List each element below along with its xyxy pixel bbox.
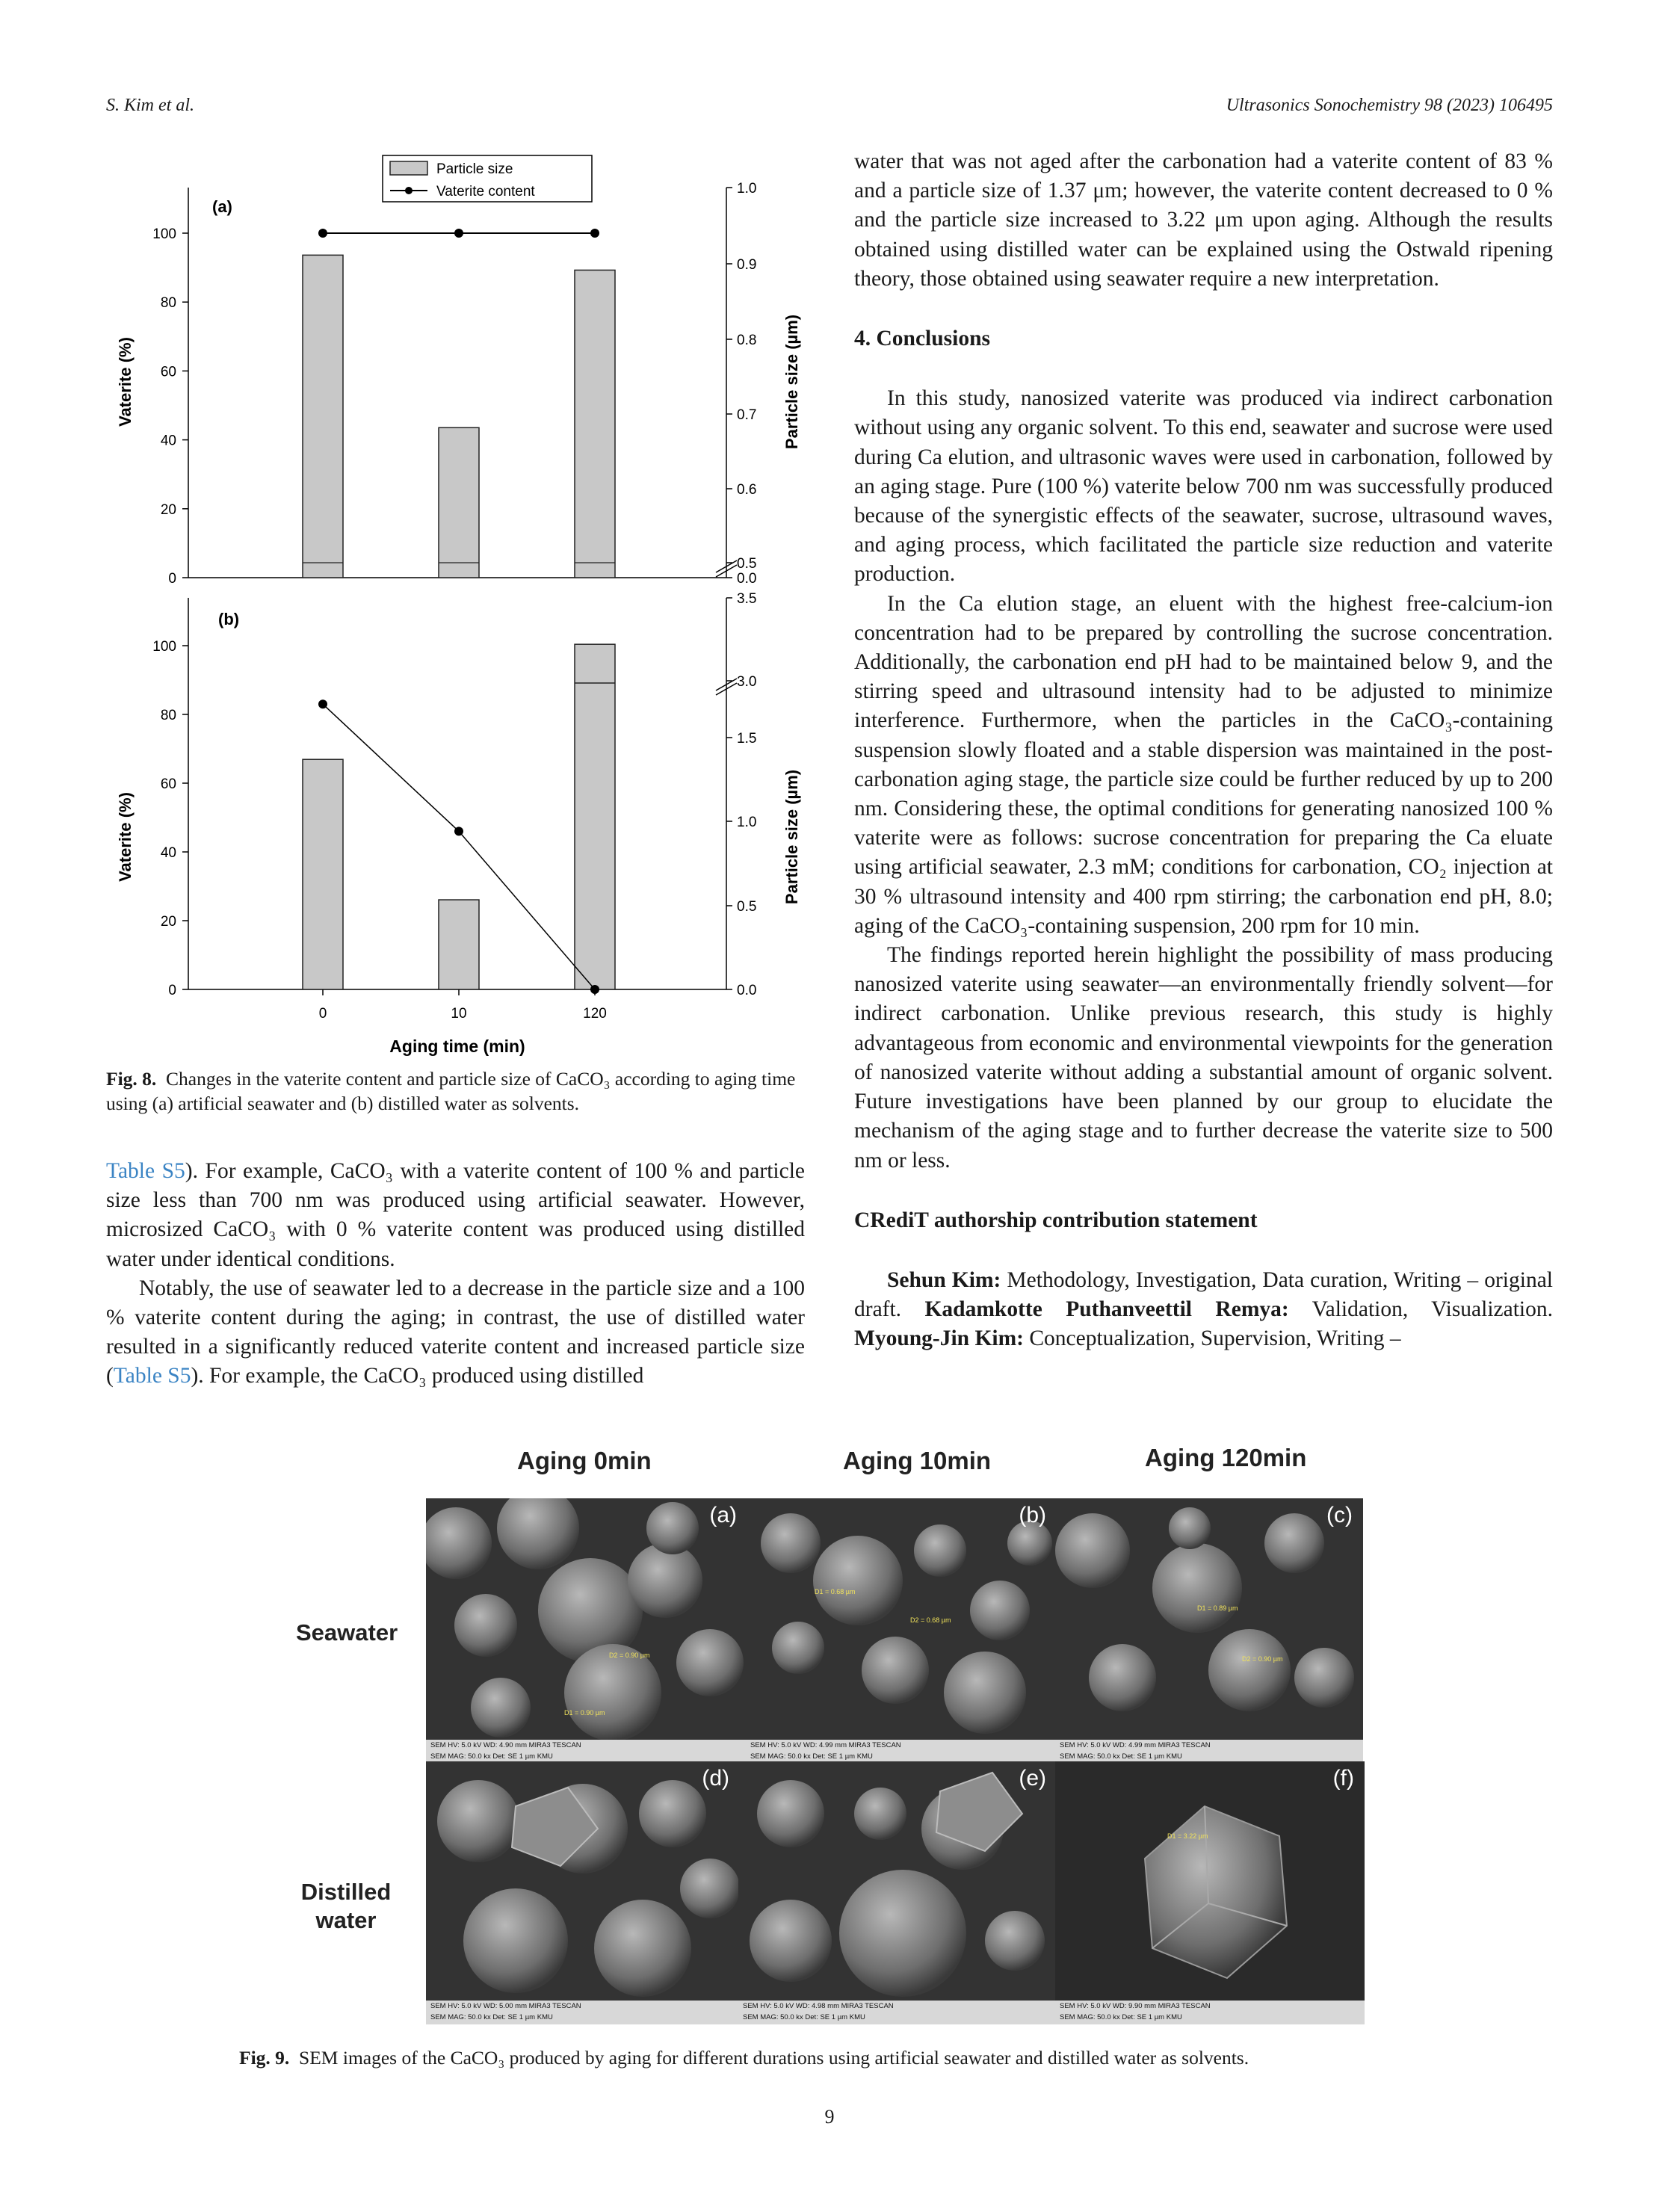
fig9-caption: [239, 2045, 1435, 2070]
y2-tick-label-b-3: 1.5: [737, 731, 757, 747]
y-tick-label-a-4: 80: [160, 295, 176, 312]
y2-tick-label-a-3: 0.7: [737, 407, 757, 423]
measurement-label-a-1: D1 = 0.90 µm: [564, 1709, 605, 1717]
fig9-col-title-1: Aging 10min: [843, 1447, 992, 1474]
table-s5-link-2[interactable]: Table S5: [113, 1364, 191, 1388]
particle-e-0: [757, 1780, 824, 1847]
section-heading-credit: CRediT authorship contribution statement: [854, 1208, 1258, 1232]
fig9-caption-label: Fig. 9.: [239, 2047, 290, 2069]
y-tick-label-a-3: 60: [160, 364, 176, 380]
y2-tick-label-b-1: 0.5: [737, 899, 757, 915]
particle-e-4: [750, 1900, 832, 1982]
particle-e-5: [985, 1911, 1045, 1971]
vaterite-point-b-0: [318, 699, 327, 708]
panel-label-a: (a): [212, 197, 232, 216]
section-heading-conclusions: 4. Conclusions: [854, 327, 990, 351]
particle-b-3: [970, 1581, 1030, 1640]
x-axis-title: Aging time (min): [389, 1037, 525, 1056]
sem-infobar-b: [746, 1740, 1057, 1764]
legend-label-particle-size: Particle size: [436, 161, 513, 177]
measurement-label-c-1: D2 = 0.90 µm: [1242, 1655, 1283, 1663]
particle-a-6: [471, 1678, 531, 1737]
y2-tick-label-b-0: 0.0: [737, 983, 757, 998]
particle-b-0: [761, 1513, 821, 1573]
sem-panel-letter-b: (b): [1019, 1503, 1046, 1527]
particle-c-3: [1208, 1629, 1291, 1711]
sem-image-c: [1055, 1498, 1363, 1764]
fig8-caption: [106, 1066, 805, 1116]
panel-label-b: (b): [218, 610, 240, 628]
particle-d-3: [463, 1888, 568, 1993]
vaterite-point-a-2: [590, 229, 599, 238]
sem-infobar-e: [738, 2001, 1057, 2024]
sem-infobar-row2-f: SEM MAG: 50.0 kx Det: SE 1 µm KMU: [1060, 2013, 1182, 2021]
y-tick-label-a-0: 0: [168, 571, 176, 587]
running-head-authors: S. Kim et al.: [106, 96, 194, 115]
sem-micrograph-f: [1055, 1761, 1365, 2001]
y2-axis-title-b: Particle size (µm): [782, 769, 801, 905]
particle-d-5: [680, 1859, 740, 1918]
sem-infobar-row2-d: SEM MAG: 50.0 kx Det: SE 1 µm KMU: [430, 2013, 553, 2021]
bar-particle-size-b-1: [439, 900, 479, 989]
conclusions-paragraph-1: In this study, nanosized vaterite was produced via indirect carbonation without using any organic solvent. To this end, seawater and sucrose were used during Ca elution, and ultrasonic waves were used in carbonation, followed by an aging stage. Pure (100 %) vaterite below 700 nm was successfully produced because of the synergistic effects of the seawater, sucrose, ultrasound waves, and aging process, which facilitated the particle size reduction and vaterite production.: [854, 386, 1553, 587]
bar-particle-size-b-2: [575, 644, 615, 989]
author-2-roles: Validation, Visualization.: [1288, 1297, 1554, 1322]
sem-infobar-f: [1055, 2001, 1365, 2024]
particle-c-5: [1294, 1648, 1354, 1708]
y-tick-label-a-5: 100: [152, 226, 176, 242]
legend-label-vaterite: Vaterite content: [436, 184, 535, 200]
y2-tick-label-b-4: 3.0: [737, 674, 757, 690]
particle-c-2: [1264, 1513, 1324, 1573]
sem-infobar-row2-b: SEM MAG: 50.0 kx Det: SE 1 µm KMU: [750, 1752, 873, 1761]
y2-tick-label-a-5: 0.9: [737, 257, 757, 273]
sem-image-e: [738, 1761, 1057, 2024]
author-3-name: Myoung-Jin Kim:: [854, 1326, 1024, 1351]
author-1-roles: Methodology, Investigation, Data curation, Writing – original draft.: [854, 1267, 1553, 1322]
particle-c-0: [1055, 1513, 1130, 1588]
fig9-caption-text: SEM images of the CaCO₃ produced by aging for different durations using artificial seawater and distilled water as solvents.: [299, 2047, 1249, 2069]
running-head-journal: Ultrasonics Sonochemistry 98 (2023) 106495: [1226, 96, 1553, 115]
sem-infobar-row1-a: SEM HV: 5.0 kV WD: 4.90 mm MIRA3 TESCAN: [430, 1741, 581, 1749]
credit-paragraph: [854, 1266, 1553, 1354]
sem-micrograph-b: [746, 1498, 1057, 1740]
vaterite-point-a-0: [318, 229, 327, 238]
fig8-chart: [106, 149, 824, 1057]
legend-swatch-point: [405, 187, 413, 194]
bar-particle-size-a-1: [439, 427, 479, 578]
author-1-name: Sehun Kim:: [887, 1267, 1001, 1292]
author-2-name: Kadamkotte Puthanveettil Remya:: [924, 1297, 1289, 1322]
y-tick-label-b-4: 80: [160, 708, 176, 723]
vaterite-point-a-1: [454, 229, 463, 238]
sem-image-b: [746, 1498, 1057, 1764]
particle-b-2: [914, 1524, 966, 1577]
left-column: [106, 1157, 805, 1391]
particle-b-1: [813, 1536, 903, 1625]
particle-e-1: [854, 1788, 906, 1840]
fig9-col-title-2: Aging 120min: [1145, 1444, 1307, 1471]
sem-image-d: [426, 1761, 740, 2024]
bar-particle-size-a-0: [303, 255, 343, 578]
y2-tick-label-a-4: 0.8: [737, 333, 757, 348]
y2-tick-label-a-6: 1.0: [737, 181, 757, 197]
fig9-col-title-0: Aging 0min: [517, 1447, 652, 1474]
sem-infobar-row2-c: SEM MAG: 50.0 kx Det: SE 1 µm KMU: [1060, 1752, 1182, 1761]
particle-d-0: [437, 1780, 519, 1862]
sem-infobar-row1-e: SEM HV: 5.0 kV WD: 4.98 mm MIRA3 TESCAN: [743, 2002, 894, 2010]
particle-a-7: [676, 1629, 744, 1696]
fig9-row-title-0: Seawater: [296, 1619, 398, 1646]
y2-tick-label-b-5: 3.5: [737, 591, 757, 607]
y2-tick-label-b-2: 1.0: [737, 815, 757, 830]
particle-c-4: [1089, 1644, 1156, 1711]
y2-axis-title-a: Particle size (µm): [782, 314, 801, 450]
conclusions-paragraph-3: The findings reported herein highlight the possibility of mass producing nanosized vaterite using seawater—an environmentally friendly solvent—for indirect carbonation. Unlike previous research, this study is highly advantageous from economic and environmental viewpoints for the generation of nanosized vaterite without adding a substantial amount of organic solvent. Future investigations have been planned by our group to elucidate the mechanism of the aging stage and to further decrease the vaterite size to 500 nm or less.: [854, 943, 1553, 1173]
particle-d-2: [639, 1780, 706, 1847]
y-tick-label-a-1: 20: [160, 501, 176, 518]
particle-e-3: [839, 1870, 966, 1997]
legend-swatch-particle-size: [390, 161, 427, 175]
y2-tick-label-a-1: 0.5: [737, 556, 757, 572]
y-axis-title-a: Vaterite (%): [116, 337, 135, 427]
measurement-label-a-0: D2 = 0.90 µm: [609, 1652, 650, 1659]
page-number: 9: [824, 2106, 835, 2128]
particle-a-2: [454, 1594, 517, 1657]
x-tick-label-0: 0: [318, 1006, 327, 1022]
sem-micrograph-a: [426, 1498, 747, 1740]
sem-infobar-d: [426, 2001, 740, 2024]
author-3-roles: Conceptualization, Supervision, Writing –: [1024, 1326, 1401, 1351]
y-tick-label-b-2: 40: [160, 845, 176, 861]
sem-panel-letter-e: (e): [1019, 1766, 1046, 1791]
left-paragraph-1: ). For example, CaCO₃ with a vaterite content of 100 % and particle size less than 700 nm was produced using artificial seawater. However, microsized CaCO₃ with 0 % vaterite content was produced using distilled water under identical conditions.: [106, 1159, 805, 1271]
sem-infobar-row2-a: SEM MAG: 50.0 kx Det: SE 1 µm KMU: [430, 1752, 553, 1761]
sem-panel-letter-d: (d): [702, 1766, 729, 1791]
sem-infobar-row2-e: SEM MAG: 50.0 kx Det: SE 1 µm KMU: [743, 2013, 865, 2021]
conclusions-paragraph-2: In the Ca elution stage, an eluent with the highest free-calcium-ion concentration had to be prepared by controlling the sucrose concentration. Additionally, the carbonation end pH had to be maintained below 9, and the stirring speed and ultrasound intensity had to be adjusted to minimize interference. Furthermore, when the particles in the CaCO₃-containing suspension slowly floated and a stable dispersion was maintained in the post-carbonation aging stage, the particle size could be further reduced by up to 200 nm. Considering these, the optimal conditions for generating nanosized 100 % vaterite were as follows: sucrose concentration for preparing the Ca eluate using artificial seawater, 2.3 mM; conditions for carbonation, CO₂ injection at 30 % ultrasound intensity and 400 rpm stirring; the carbonation end pH, 8.0; aging of the CaCO₃-containing suspension, 200 rpm for 10 min.: [854, 591, 1553, 938]
bar-particle-size-b-0: [303, 759, 343, 989]
fig9-row-title-1: Distilled water: [300, 1879, 392, 1933]
sem-infobar-row1-f: SEM HV: 5.0 kV WD: 9.90 mm MIRA3 TESCAN: [1060, 2002, 1211, 2010]
sem-micrograph-d: [426, 1761, 740, 2001]
y-tick-label-b-5: 100: [152, 639, 176, 655]
sem-infobar-a: [426, 1740, 747, 1764]
sem-infobar-row1-b: SEM HV: 5.0 kV WD: 4.99 mm MIRA3 TESCAN: [750, 1741, 901, 1749]
particle-a-8: [646, 1502, 699, 1554]
sem-panel-letter-c: (c): [1326, 1503, 1353, 1527]
sem-infobar-row1-c: SEM HV: 5.0 kV WD: 4.99 mm MIRA3 TESCAN: [1060, 1741, 1211, 1749]
fig8-caption-text: Changes in the vaterite content and particle size of CaCO₃ according to aging time using (a) artificial seawater and (b) distilled water as solvents.: [106, 1068, 796, 1114]
vaterite-point-b-1: [454, 827, 463, 835]
particle-c-6: [1169, 1507, 1211, 1549]
sem-infobar-c: [1055, 1740, 1363, 1764]
y-tick-label-b-0: 0: [168, 983, 176, 998]
particle-c-1: [1152, 1543, 1242, 1633]
measurement-label-b-1: D2 = 0.68 µm: [910, 1616, 951, 1624]
sem-image-a: [426, 1498, 747, 1764]
particle-b-5: [944, 1652, 1026, 1734]
measurement-label-c-0: D1 = 0.89 µm: [1197, 1604, 1238, 1612]
fig8-caption-label: Fig. 8.: [106, 1068, 157, 1090]
left-paragraph-2a: Notably, the use of seawater led to a decrease in the particle size and a 100 % vaterite content during the aging; in contrast, the use of distilled water resulted in a significantly reduced vaterite content and increased particle size (: [106, 1276, 805, 1388]
particle-a-4: [628, 1543, 702, 1618]
bar-particle-size-a-2: [575, 270, 615, 578]
y2-tick-label-a-0: 0.0: [737, 571, 757, 587]
left-paragraph-2b: ). For example, the CaCO₃ produced using distilled: [191, 1364, 644, 1388]
y2-tick-label-a-2: 0.6: [737, 482, 757, 498]
particle-d-4: [594, 1900, 691, 1997]
particle-b-6: [772, 1622, 824, 1674]
x-tick-label-2: 120: [583, 1006, 607, 1022]
sem-panel-letter-f: (f): [1332, 1766, 1354, 1791]
measurement-label-f-0: D1 = 3.22 µm: [1167, 1832, 1208, 1840]
sem-micrograph-c: [1055, 1498, 1363, 1740]
x-tick-label-1: 10: [451, 1006, 467, 1022]
right-paragraph-0: water that was not aged after the carbonation had a vaterite content of 83 % and a particle size of 1.37 μm; however, the vaterite content decreased to 0 % and the particle size increased to 3.22 μm upon aging. Although the results obtained using distilled water can be explained using the Ostwald ripening theory, those obtained using seawater require a new interpretation.: [854, 149, 1553, 291]
sem-infobar-row1-d: SEM HV: 5.0 kV WD: 5.00 mm MIRA3 TESCAN: [430, 2002, 581, 2010]
y-tick-label-b-1: 20: [160, 914, 176, 930]
measurement-label-b-0: D1 = 0.68 µm: [815, 1588, 856, 1595]
y-axis-title-b: Vaterite (%): [116, 792, 135, 882]
sem-image-f: [1055, 1761, 1365, 2024]
y-tick-label-a-2: 40: [160, 433, 176, 449]
right-column: [854, 147, 1553, 1354]
y-tick-label-b-3: 60: [160, 776, 176, 792]
table-s5-link[interactable]: Table S5: [106, 1159, 185, 1183]
sem-panel-letter-a: (a): [709, 1503, 737, 1527]
sem-micrograph-e: [738, 1761, 1057, 2001]
particle-b-4: [862, 1637, 929, 1704]
